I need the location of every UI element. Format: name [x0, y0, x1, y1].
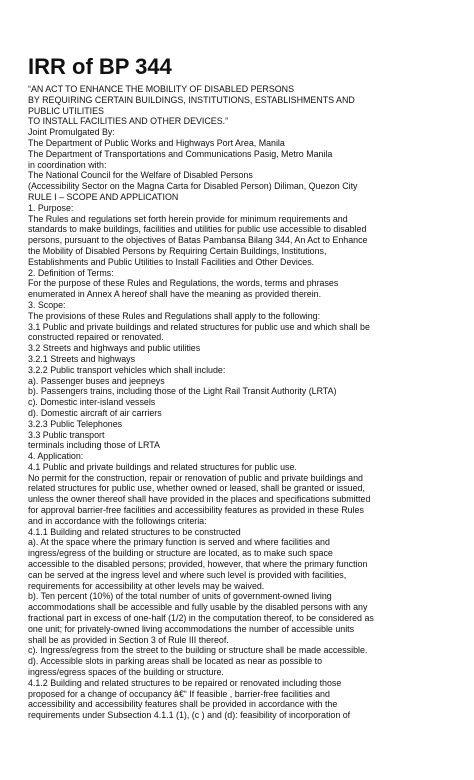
text-line: a). Passenger buses and jeepneys	[28, 375, 165, 386]
text-line: 4.1.1 Building and related structures to be constructed	[28, 526, 241, 537]
text-line: standards to make buildings, facilities and utilities for public use accessible to disabled	[28, 224, 367, 235]
text-line: shall be as provided in Section 3 of Rule III thereof.	[28, 634, 229, 645]
text-line: fractional part in excess of one-half (1/2) in the computation thereof, to be considered as	[28, 613, 374, 624]
text-line: TO INSTALL FACILITIES AND OTHER DEVICES.”	[28, 116, 229, 127]
text-line: 1. Purpose:	[28, 202, 74, 213]
text-line: requirements for accessibility at other levels may be waived.	[28, 580, 265, 591]
text-line: 4. Application:	[28, 451, 84, 462]
text-line: 2. Definition of Terms:	[28, 267, 114, 278]
text-line: b). Passengers trains, including those of the Light Rail Transit Authority (LRTA)	[28, 386, 337, 397]
text-line: RULE I – SCOPE AND APPLICATION	[28, 191, 179, 202]
text-line: proposed for a change of occupancy â€“ If feasible , barrier-free facilities and	[28, 688, 330, 699]
document-body	[28, 84, 458, 721]
text-line: accessibility and accessibility features shall be provided in accordance with the	[28, 699, 338, 710]
text-line: 3.1 Public and private buildings and related structures for public use and which shall be	[28, 321, 370, 332]
text-line: The Rules and regulations set forth herein provide for minimum requirements and	[28, 213, 348, 224]
text-line: accessible to the disabled persons; provided, however, that where the primary function	[28, 559, 368, 570]
text-line: c). Ingress/egress from the street to the building or structure shall be made accessible.	[28, 645, 368, 656]
text-line: 4.1 Public and private buildings and related structures for public use.	[28, 461, 297, 472]
text-line: in coordination with:	[28, 159, 107, 170]
text-line: enumerated in Annex A hereof shall have the meaning as provided therein.	[28, 289, 322, 300]
text-line: The Department of Transportations and Communications Pasig, Metro Manila	[28, 148, 333, 159]
text-line: Establishments and Public Utilities to Install Facilities and Other Devices.	[28, 256, 315, 267]
text-line: the Mobility of Disabled Persons by Requiring Certain Buildings, Institutions,	[28, 245, 327, 256]
text-line: The National Council for the Welfare of Disabled Persons	[28, 170, 253, 181]
text-line: d). Domestic aircraft of air carriers	[28, 407, 162, 418]
text-line: ingress/egress of the building or structure are located, as to make such space	[28, 548, 333, 559]
text-line: (Accessibility Sector on the Magna Carta for Disabled Person) Diliman, Quezon City	[28, 181, 358, 192]
text-line: related structures for public use, whether owned or leased, shall be granted or issued,	[28, 483, 365, 494]
text-line: 3.2 Streets and highways and public utilities	[28, 343, 201, 354]
text-line: 3. Scope:	[28, 299, 66, 310]
text-line: requirements under Subsection 4.1.1 (1), (c ) and (d): feasibility of incorporation of	[28, 710, 351, 721]
text-line: b). Ten percent (10%) of the total number of units of government-owned living	[28, 591, 332, 602]
text-line: 3.2.3 Public Telephones	[28, 418, 123, 429]
text-line: terminals including those of LRTA	[28, 440, 160, 451]
text-line: for approval barrier-free facilities and accessibility features as provided in these Rules	[28, 505, 364, 516]
text-line: BY REQUIRING CERTAIN BUILDINGS, INSTITUTIONS, ESTABLISHMENTS AND	[28, 94, 355, 105]
text-line: c). Domestic inter-island vessels	[28, 397, 156, 408]
text-line: For the purpose of these Rules and Regulations, the words, terms and phrases	[28, 278, 339, 289]
text-line: The provisions of these Rules and Regulations shall apply to the following:	[28, 310, 321, 321]
text-line: constructed repaired or renovated.	[28, 332, 164, 343]
document-title: IRR of BP 344	[28, 54, 172, 79]
text-line: 3.2.2 Public transport vehicles which shall include:	[28, 364, 226, 375]
text-line: persons, pursuant to the objectives of Batas Pambansa Bilang 344, An Act to Enhance	[28, 235, 368, 246]
text-line: “AN ACT TO ENHANCE THE MOBILITY OF DISABLED PERSONS	[28, 84, 294, 94]
text-line: can be served at the ingress level and where such level is provided with facilities,	[28, 569, 347, 580]
text-line: PUBLIC UTILITIES	[28, 105, 104, 116]
text-line: one unit; for privately-owned living accommodations the number of accessible units	[28, 623, 355, 634]
text-line: 3.3 Public transport	[28, 429, 105, 440]
text-line: The Department of Public Works and Highways Port Area, Manila	[28, 137, 285, 148]
text-line: and in accordance with the followings criteria:	[28, 515, 207, 526]
text-line: No permit for the construction, repair or renovation of public and private buildings and	[28, 472, 363, 483]
text-line: accommodations shall be accessible and fully usable by the disabled persons with any	[28, 602, 368, 613]
text-line: 3.2.1 Streets and highways	[28, 353, 136, 364]
text-line: a). At the space where the primary function is served and where facilities and	[28, 537, 330, 548]
text-line: ingress/egress spaces of the building or structure.	[28, 667, 224, 678]
text-line: d). Accessible slots in parking areas shall be located as near as possible to	[28, 656, 323, 667]
text-line: Joint Promulgated By:	[28, 127, 115, 138]
text-line: 4.1.2 Building and related structures to be repaired or renovated including those	[28, 677, 342, 688]
text-line: unless the owner thereof shall have provided in the places and specifications submitted	[28, 494, 371, 505]
